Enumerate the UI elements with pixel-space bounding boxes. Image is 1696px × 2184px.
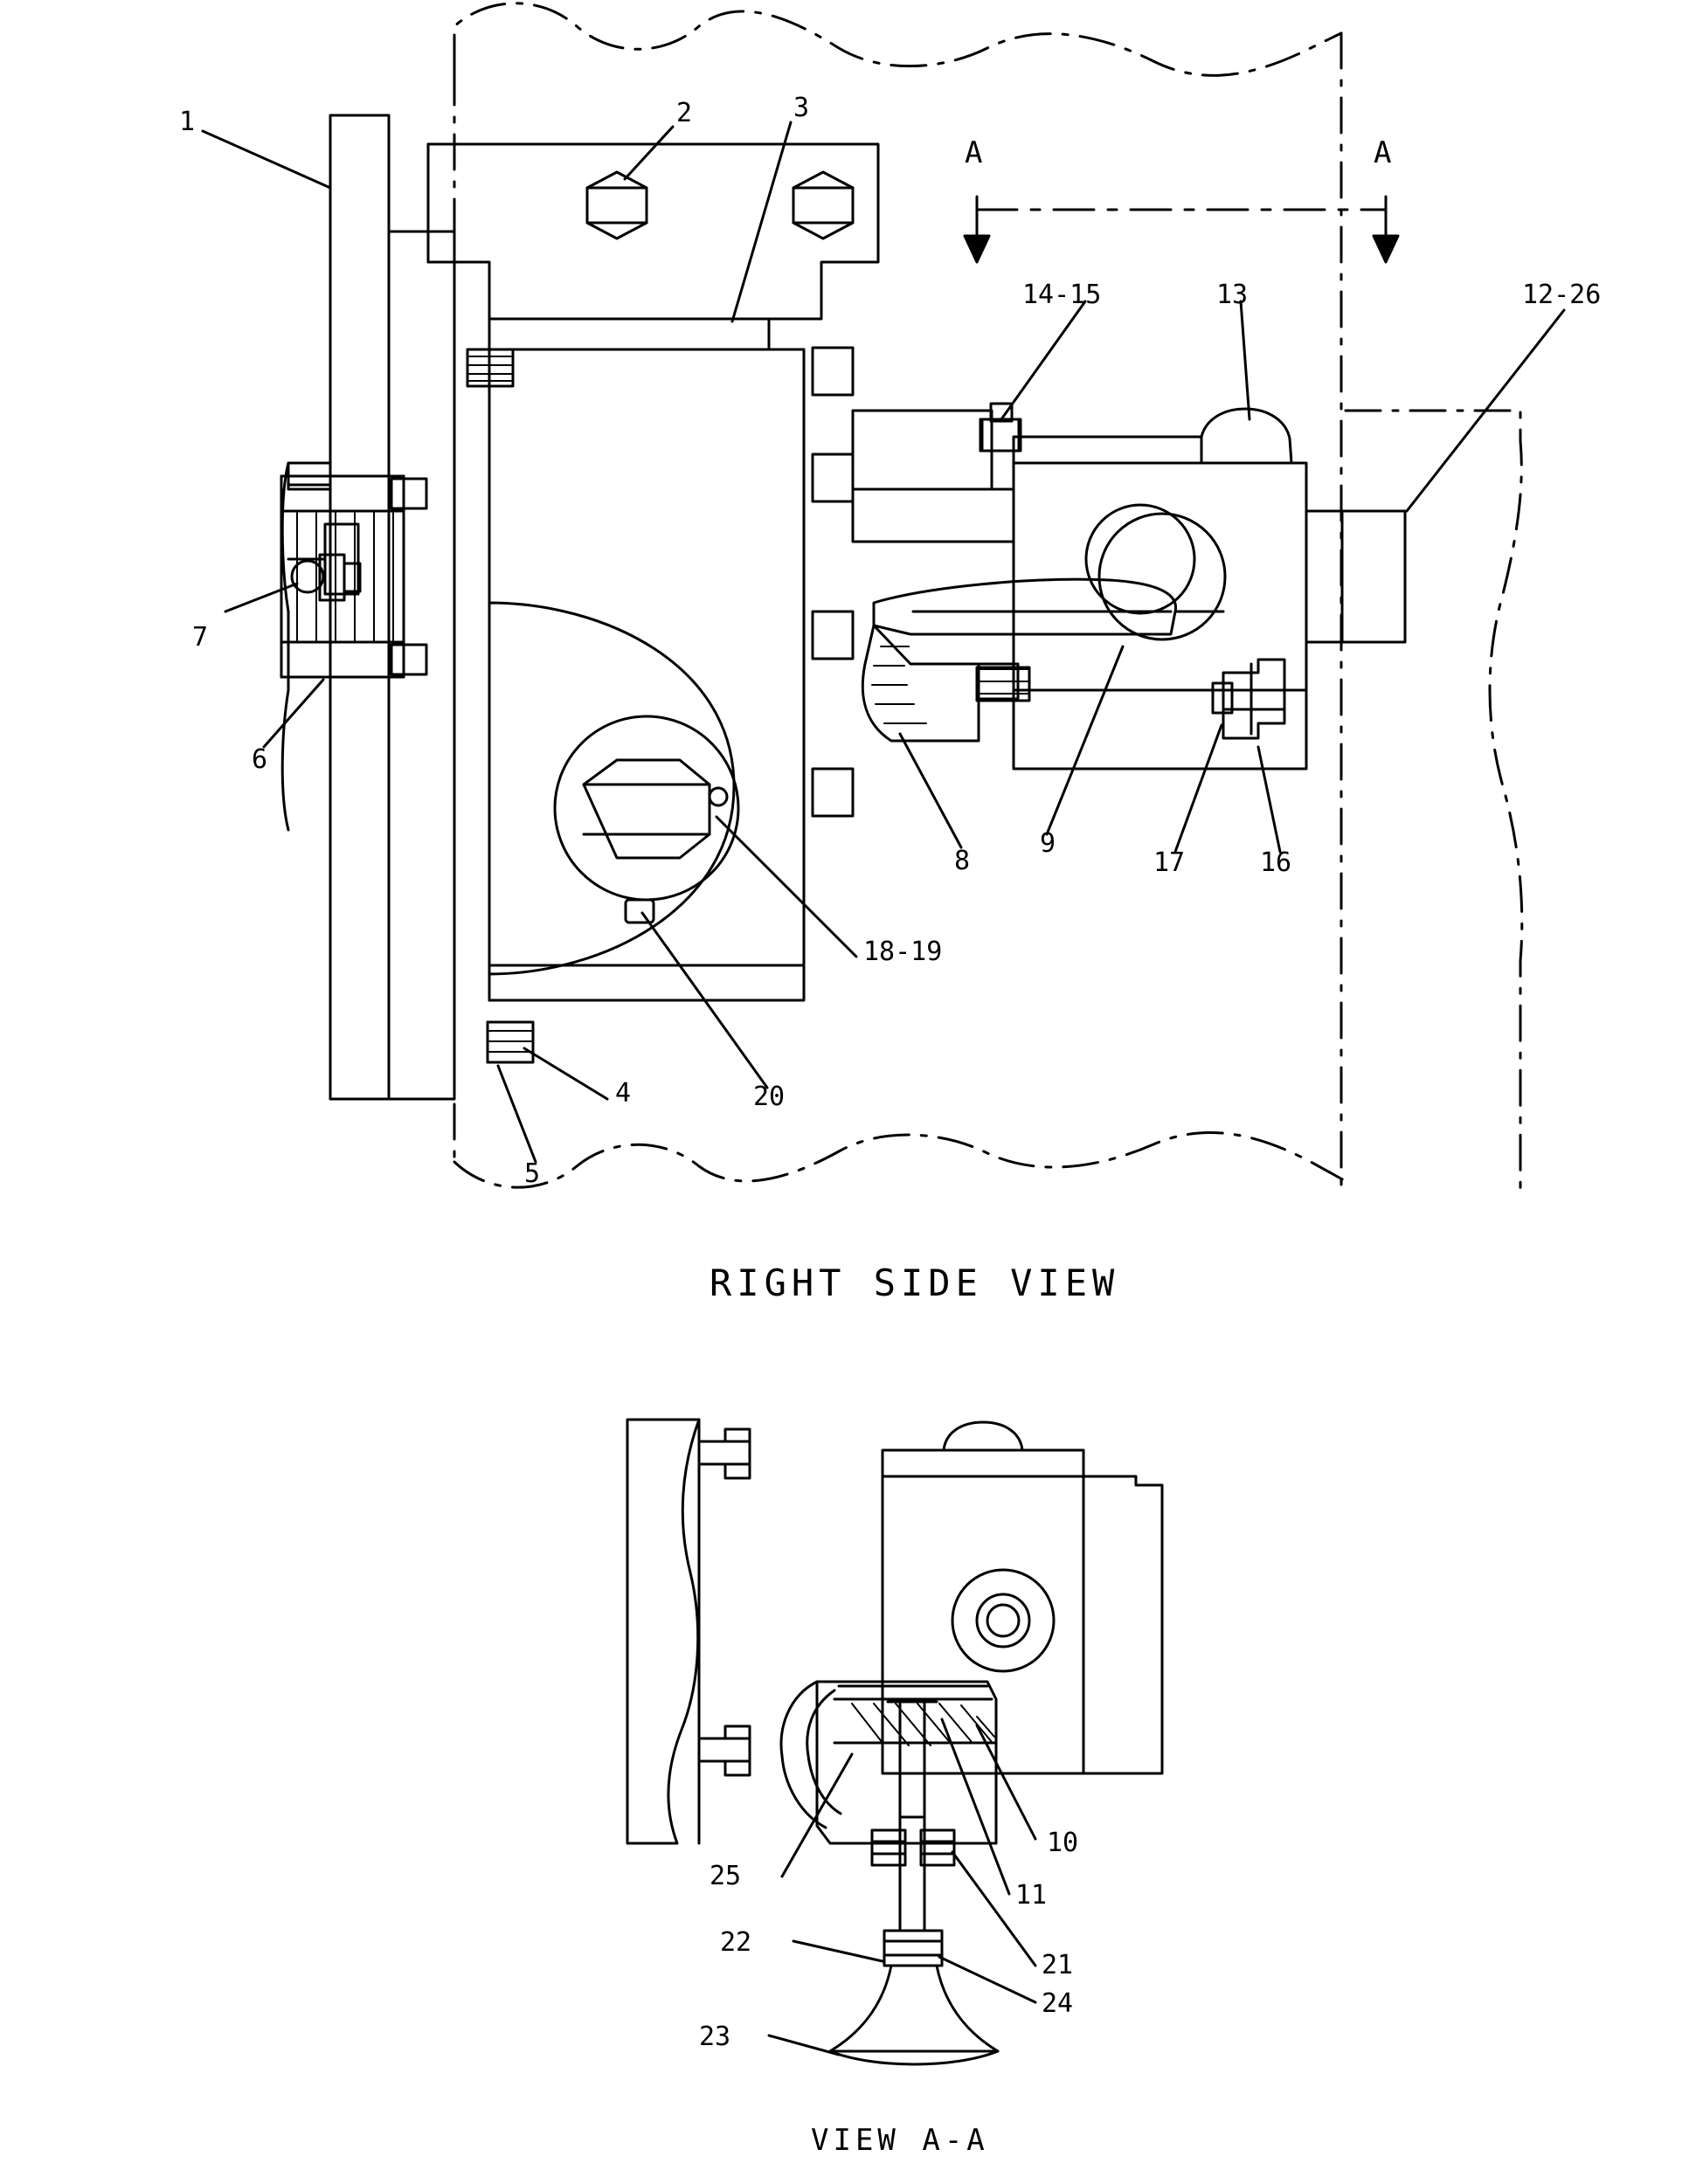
callout-17: 17 <box>1153 847 1186 878</box>
pump-right-bolt-pads <box>813 348 853 816</box>
callout-20: 20 <box>753 1082 786 1112</box>
callout-1: 1 <box>179 107 196 137</box>
callout-16: 16 <box>1260 847 1292 878</box>
callout-2: 2 <box>676 98 693 128</box>
callout-25: 25 <box>710 1861 742 1891</box>
callout-8: 8 <box>954 846 971 876</box>
callout-12-26: 12-26 <box>1522 280 1602 310</box>
pump-body <box>489 319 804 1000</box>
section-line-a-a <box>965 197 1398 262</box>
callout-18-19: 18-19 <box>863 936 943 967</box>
callout-9: 9 <box>1040 828 1056 859</box>
section-mark-a-right: A <box>1374 135 1392 170</box>
callout-7: 7 <box>192 622 209 653</box>
view-title-a-a: VIEW A-A <box>811 2123 989 2158</box>
callout-24: 24 <box>1042 1988 1074 2019</box>
callout-21: 21 <box>1042 1950 1074 1980</box>
stud-lower <box>488 1022 533 1062</box>
callout-22: 22 <box>720 1927 752 1958</box>
flange-nut <box>1213 660 1284 738</box>
outlet-bracket <box>853 404 1021 542</box>
callout-4: 4 <box>615 1078 632 1109</box>
hex-bolt-2 <box>587 172 647 238</box>
callout-10: 10 <box>1047 1828 1079 1858</box>
output-shaft <box>1306 511 1405 642</box>
callout-11: 11 <box>1015 1880 1048 1911</box>
phantom-machine-outline <box>454 3 1522 1188</box>
callout-14-15: 14-15 <box>1022 280 1102 310</box>
section-mark-a-left: A <box>965 135 983 170</box>
callout-23: 23 <box>699 2022 731 2052</box>
hex-bolt-2b <box>793 172 853 238</box>
bushing-block-bolts <box>391 479 426 674</box>
view-title-right-side: RIGHT SIDE VIEW <box>710 1261 1120 1304</box>
callout-5: 5 <box>524 1158 541 1189</box>
round-boss <box>489 603 738 974</box>
view-aa-geometry <box>627 1420 1162 2064</box>
callout-3: 3 <box>793 93 810 123</box>
frame-bolt-top <box>699 1429 750 1478</box>
flange-edge-profile <box>282 463 288 830</box>
callout-6: 6 <box>252 744 268 775</box>
bushing-block <box>281 476 404 677</box>
frame-bolt-bottom <box>699 1726 750 1775</box>
callout-13: 13 <box>1216 280 1249 310</box>
